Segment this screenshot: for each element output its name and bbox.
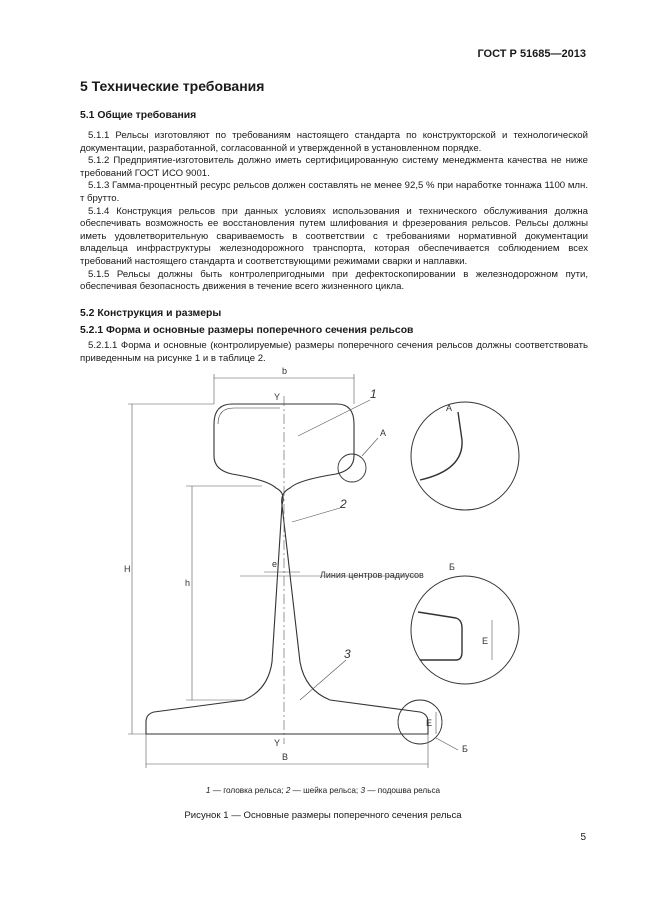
label-radius-line: Линия центров радиусов <box>320 570 424 580</box>
rail-profile-inner <box>218 408 280 424</box>
leader-b <box>436 738 458 750</box>
label-y-bottom: Y <box>274 738 281 748</box>
label-b-cyr-detail: Б <box>449 562 455 572</box>
detail-b-profile <box>418 612 462 660</box>
figure-caption: Рисунок 1 — Основные размеры поперечного сечения рельса <box>184 810 462 821</box>
subsection-title-5-2-1: 5.2.1 Форма и основные размеры поперечного сечения рельсов <box>80 325 414 336</box>
detail-b-marker <box>398 700 442 744</box>
label-number-3: 3 <box>344 647 351 661</box>
figure-legend <box>0 786 646 795</box>
section-title: 5 Технические требования <box>80 78 265 94</box>
legend-number-3: 3 <box>360 786 366 795</box>
label-a: А <box>380 428 387 438</box>
standard-number: ГОСТ Р 51685—2013 <box>477 48 586 60</box>
label-b-cyr: Б <box>462 744 468 754</box>
legend-text-2: — шейка рельса; <box>290 786 361 795</box>
paragraph-5-1-3: 5.1.3 Гамма-процентный ресурс рельсов должен составлять не менее 92,5 % при наработке тоннажа 1100 млн. т брутто. <box>80 180 588 204</box>
legend-number-1: 1 <box>205 786 211 795</box>
detail-a-profile <box>420 412 462 480</box>
label-e-base: E <box>426 718 433 728</box>
label-b: b <box>282 366 288 376</box>
legend-number-2: 2 <box>285 786 291 795</box>
label-y-top: Y <box>274 392 281 402</box>
label-a-detail: А <box>446 403 453 413</box>
legend-text-3: — подошва рельса <box>365 786 441 795</box>
detail-b-circle <box>411 576 519 684</box>
paragraph-5-1-1: 5.1.1 Рельсы изготовляют по требованиям настоящего стандарта по конструкторской и технологической документации, разработанной, согласованной и утвержденной в установленном порядке. <box>80 130 588 154</box>
paragraph-5-1-4: 5.1.4 Конструкция рельсов при данных условиях использования и технического обслуживания должна обеспечивать возможность ее восстановления путем шлифования и фрезерования рельсов. Рельсы должны иметь удовлетворительную свариваемость в соответствии с требованиями нормативной документации владельца инфраструктуры железнодорожного транспорта, которая обеспечивается соблюдением всех требований настоящего стандарта и соответствующими режимами сварки и наплавки. <box>80 205 588 267</box>
label-base-width: B <box>282 752 289 762</box>
label-e-detail: E <box>482 636 489 646</box>
label-number-1: 1 <box>370 387 377 401</box>
detail-a-circle <box>411 402 519 510</box>
paragraph-5-1-5: 5.1.5 Рельсы должны быть контролепригодными при дефектоскопировании в железнодорожном пути, обеспечивая безопасность движения в течение всего жизненного цикла. <box>80 268 588 293</box>
label-h-web: h <box>185 578 191 588</box>
leader-1 <box>298 400 370 436</box>
label-number-2: 2 <box>340 497 347 511</box>
legend-text-1: — головка рельса; <box>210 786 286 795</box>
paragraph-5-1-2: 5.1.2 Предприятие-изготовитель должно иметь сертифицированную систему менеджмента качества не ниже требований ГОСТ ИСО 9001. <box>80 155 588 179</box>
label-e: e <box>272 559 278 569</box>
subsection-title-5-1: 5.1 Общие требования <box>80 110 197 121</box>
rail-profile <box>146 404 428 734</box>
detail-a-marker <box>338 454 366 482</box>
leader-2 <box>292 508 340 522</box>
page-number: 5 <box>580 832 586 843</box>
paragraph-5-2-1-1: 5.2.1.1 Форма и основные (контролируемые) размеры поперечного сечения рельсов должны соответствовать приведенным на рисунке 1 и в таблице 2. <box>80 340 588 364</box>
label-h-total: H <box>124 564 131 574</box>
subsection-title-5-2: 5.2 Конструкция и размеры <box>80 308 222 319</box>
leader-a <box>362 438 378 456</box>
